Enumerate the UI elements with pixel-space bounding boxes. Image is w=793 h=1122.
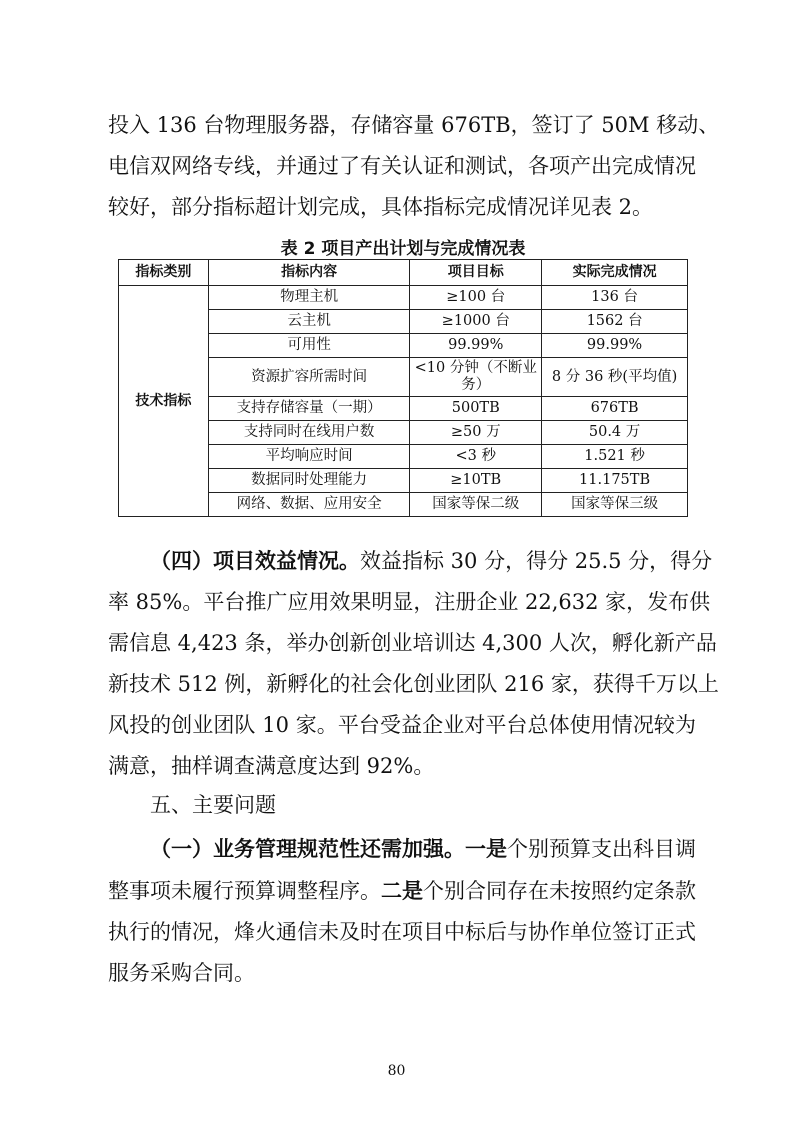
problem-marker-one: 一是 [465,836,507,861]
cell-content: 支持同时在线用户数 [208,421,410,445]
cell-content: 资源扩容所需时间 [208,358,410,397]
cell-content: 平均响应时间 [208,445,410,469]
category-cell: 技术指标 [119,286,209,517]
cell-actual: 1.521 秒 [542,445,688,469]
problem-text-2a: 整事项未履行预算调整程序。 [108,879,381,903]
header-content: 指标内容 [208,260,410,286]
cell-actual: 99.99% [542,334,688,358]
intro-line-1: 投入 136 台物理服务器，存储容量 676TB，签订了 50M 移动、 [108,113,720,137]
cell-content: 网络、数据、应用安全 [208,493,410,517]
benefit-text-1: 效益指标 30 分，得分 25.5 分，得分 [360,549,713,573]
cell-target: 国家等保二级 [410,493,542,517]
benefit-line-3: 需信息 4,423 条，举办创新创业培训达 4,300 人次，孵化新产品 [108,631,717,655]
benefit-line-4: 新技术 512 例，新孵化的社会化创业团队 216 家，获得千万以上 [108,672,719,696]
problem-text-2b: 个别合同存在未按照约定条款 [423,879,696,903]
intro-line-3: 较好，部分指标超计划完成，具体指标完成情况详见表 2。 [108,195,654,219]
cell-target: ≥10TB [410,469,542,493]
section-heading: 五、主要问题 [150,793,276,817]
benefit-line-6: 满意，抽样调查满意度达到 92%。 [108,754,435,778]
intro-line-2: 电信双网络专线，并通过了有关认证和测试，各项产出完成情况 [108,154,696,178]
cell-actual: 8 分 36 秒(平均值) [542,358,688,397]
cell-target: <3 秒 [410,445,542,469]
cell-actual: 136 台 [542,286,688,310]
cell-content: 数据同时处理能力 [208,469,410,493]
problem-text-1: 个别预算支出科目调 [507,837,696,861]
cell-content: 支持存储容量（一期） [208,397,410,421]
output-plan-table [118,259,688,517]
problem-line-2 [108,870,696,912]
table-header-row [119,260,688,286]
problem-line-1 [108,828,696,870]
problem-paragraph [108,828,696,994]
problem-line-4: 服务采购合同。 [108,961,255,985]
cell-actual: 1562 台 [542,310,688,334]
benefit-paragraph [108,540,719,787]
benefit-line-5: 风投的创业团队 10 家。平台受益企业对平台总体使用情况较为 [108,713,696,737]
cell-actual: 50.4 万 [542,421,688,445]
cell-actual: 11.175TB [542,469,688,493]
cell-target: <10 分钟（不断业务） [410,358,542,397]
cell-content: 物理主机 [208,286,410,310]
benefit-line-1 [108,540,713,582]
cell-actual: 国家等保三级 [542,493,688,517]
header-actual: 实际完成情况 [542,260,688,286]
cell-target: 99.99% [410,334,542,358]
benefit-heading: （四）项目效益情况。 [150,548,360,573]
table-caption: 表 2 项目产出计划与完成情况表 [280,239,526,259]
table-row [119,286,688,310]
cell-actual: 676TB [542,397,688,421]
header-category: 指标类别 [119,260,209,286]
cell-content: 云主机 [208,310,410,334]
problem-marker-two: 二是 [381,878,423,903]
header-target: 项目目标 [410,260,542,286]
cell-target: ≥100 台 [410,286,542,310]
cell-target: ≥50 万 [410,421,542,445]
cell-target: ≥1000 台 [410,310,542,334]
intro-paragraph [108,105,720,228]
cell-target: 500TB [410,397,542,421]
problem-line-3: 执行的情况，烽火通信未及时在项目中标后与协作单位签订正式 [108,920,696,944]
cell-content: 可用性 [208,334,410,358]
page-number: 80 [387,1063,406,1079]
benefit-line-2: 率 85%。平台推广应用效果明显，注册企业 22,632 家，发布供 [108,590,711,614]
problem-heading: （一）业务管理规范性还需加强。 [150,836,465,861]
